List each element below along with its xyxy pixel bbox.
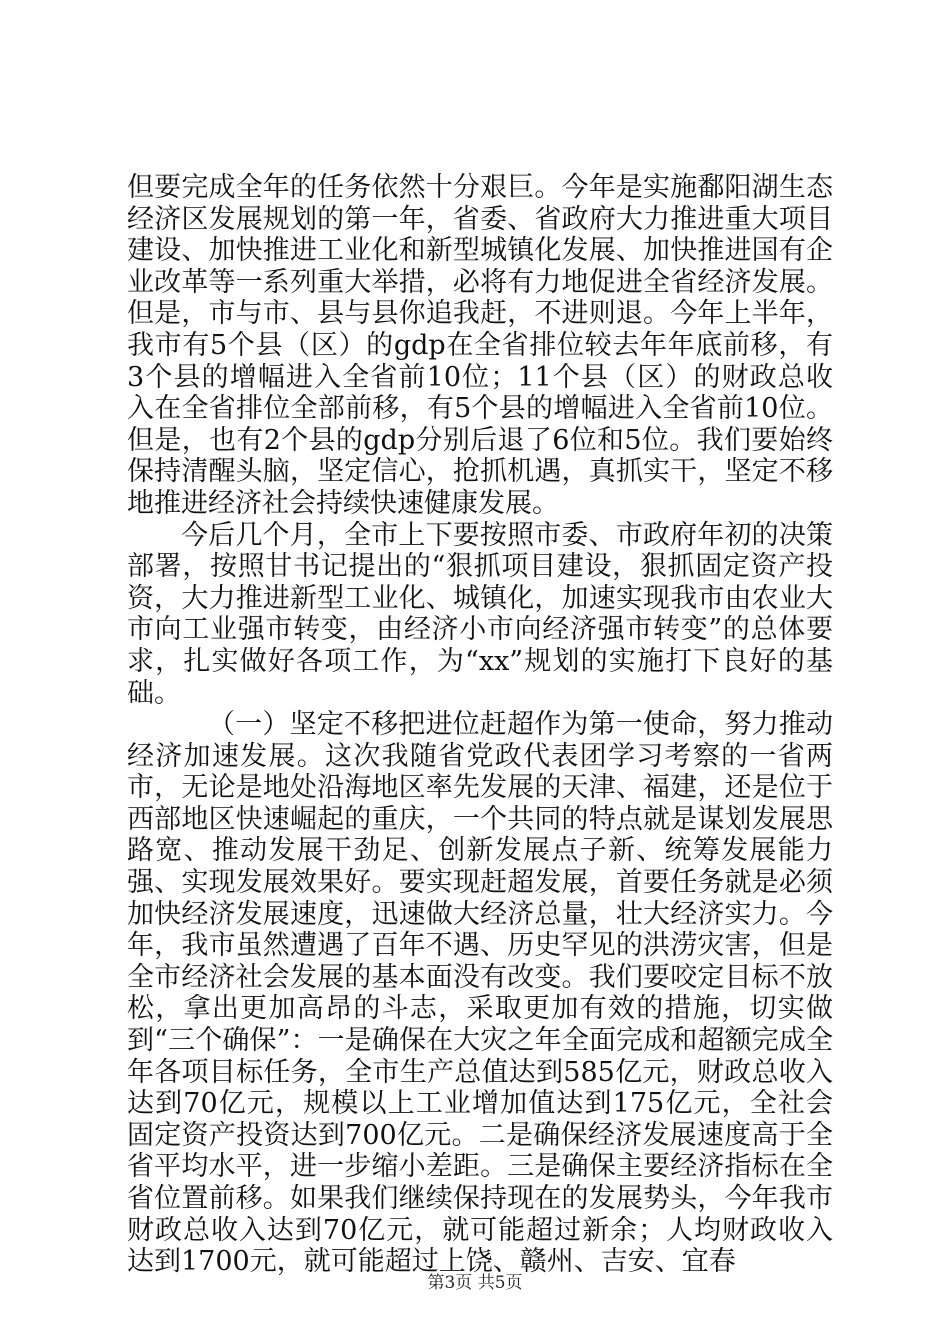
page-footer: 第3页 共5页 <box>427 1273 523 1293</box>
paragraph-section-one: （一）坚定不移把进位赶超作为第一使命，努力推动经济加速发展。这次我随省党政代表团学习考察的一省两市，无论是地处沿海地区率先发展的天津、福建，还是位于西部地区快速崛起的重庆，一个共同的特点就是谋划发展思路宽、推动发展干劲足、创新发展点子新、统筹发展能力强、实现发展效果好。要实现赶超发展，首要任务就是必须加快经济发展速度，迅速做大经济总量，壮大经济实力。今年，我市虽然遭遇了百年不遇、历史罕见的洪涝灾害，但是全市经济社会发展的基本面没有改变。我们要咬定目标不放松，拿出更加高昂的斗志，采取更加有效的措施，切实做到“三个确保”：一是确保在大灾之年全面完成和超额完成全年各项目标任务，全市生产总值达到585亿元，财政总收入达到70亿元，规模以上工业增加值达到175亿元，全社会固定资产投资达到700亿元。二是确保经济发展速度高于全省平均水平，进一步缩小差距。三是确保主要经济指标在全省位置前移。如果我们继续保持现在的发展势头，今年我市财政总收入达到70亿元，就可能超过新余；人均财政收入达到1700元，就可能超过上饶、赣州、吉安、宜春 <box>127 709 833 1278</box>
paragraph-continuation: 但要完成全年的任务依然十分艰巨。今年是实施鄱阳湖生态经济区发展规划的第一年，省委、省政府大力推进重大项目建设、加快推进工业化和新型城镇化发展、加快推进国有企业改革等一系列重大举措，必将有力地促进全省经济发展。但是，市与市、县与县你追我赶，不进则退。今年上半年，我市有5个县（区）的gdp在全省排位较去年年底前移，有3个县的增幅进入全省前10位；11个县（区）的财政总收入在全省排位全部前移，有5个县的增幅进入全省前10位。但是，也有2个县的gdp分别后退了6位和5位。我们要始终保持清醒头脑，坚定信心，抢抓机遇，真抓实干，坚定不移地推进经济社会持续快速健康发展。 <box>127 172 833 519</box>
document-body <box>127 172 833 1278</box>
paragraph-deployment: 今后几个月，全市上下要按照市委、市政府年初的决策部署，按照甘书记提出的“狠抓项目建设，狠抓固定资产投资，大力推进新型工业化、城镇化，加速实现我市由农业大市向工业强市转变，由经济小市向经济强市转变”的总体要求，扎实做好各项工作，为“xx”规划的实施打下良好的基础。 <box>127 519 833 709</box>
